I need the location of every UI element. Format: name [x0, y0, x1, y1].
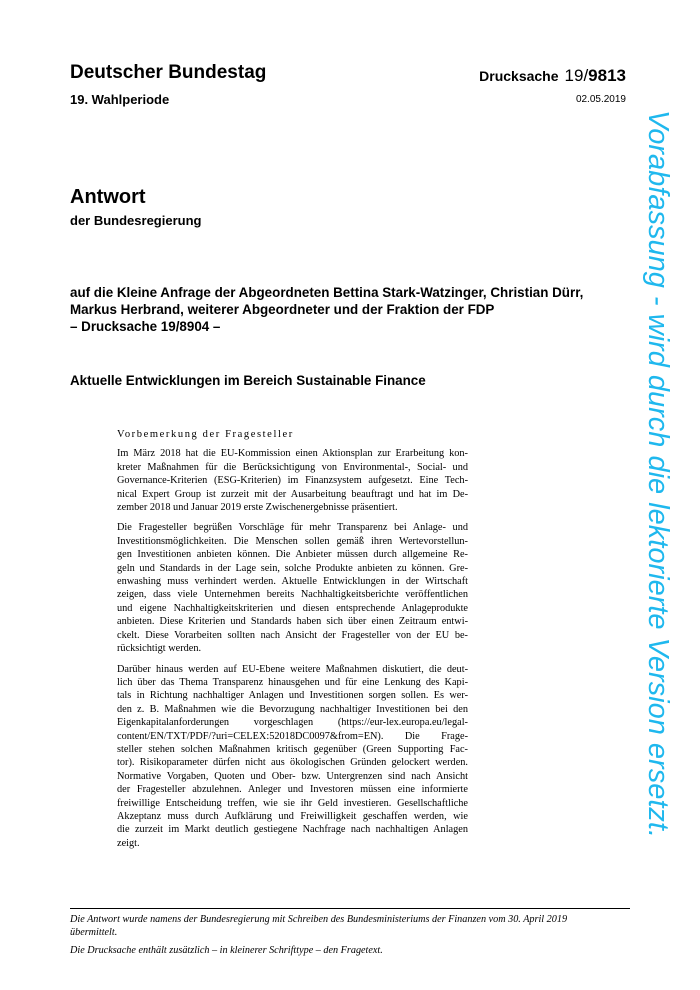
anfrage-line: Markus Herbrand, weiterer Abgeordneter und der Fraktion der FDP — [70, 302, 495, 317]
text-line: lich über das Thema Transparenz hinausgehen und für eine Lenkung des Kapi- — [117, 676, 468, 688]
draft-watermark: Vorabfassung - wird durch die lektorierte Version ersetzt. — [642, 110, 674, 839]
text-line: die zurzeit im Markt deutlich gestiegene Nachfrage nach nachhaltigen Anlagen — [117, 824, 468, 836]
text-line: steller stehen solchen Maßnahmen kritisch gegenüber (Green Supporting Fac- — [117, 743, 468, 755]
text-line: kreter Maßnahmen für die Berücksichtigung von Environmental-, Social- und — [117, 461, 468, 473]
preface-heading: Vorbemerkung der Fragesteller — [117, 429, 294, 440]
anfrage-line: auf die Kleine Anfrage der Abgeordneten Bettina Stark-Watzinger, Christian Dürr, — [70, 285, 584, 300]
text-line: den z. B. Maßnahmen wie die Bevorzugung nachhaltiger Investitionen bei den — [117, 703, 468, 715]
footer-notes — [70, 914, 630, 958]
text-line: nical Expert Group ist zurzeit mit der Ausarbeitung beauftragt und hat im De- — [117, 488, 468, 500]
text-line: gen Investitionen anbieten können. Die Anbieter müssen durch allgemeine Re- — [117, 549, 468, 561]
text-line: Governance-Kriterien (ESG-Kriterien) im Finanzsystem aufgesetzt. Eine Tech- — [117, 475, 468, 487]
text-line: Investitionsmöglichkeiten. Die Menschen sollen gemäß ihren Wertevorstellun- — [117, 535, 468, 547]
text-line: enwashing muss verhindert werden. Aktuelle Entwicklungen in der Wirtschaft — [117, 576, 468, 588]
text-line: ckelt. Diese Vorarbeiten sollten nach Ansicht der Fragesteller von der EU be- — [117, 629, 468, 641]
text-line: content/EN/TXT/PDF/?uri=CELEX:52018DC0097&from=EN). Die Frage- — [117, 730, 468, 742]
text-line: freiwillige Entscheidung treffen, wie sie ihr Geld investieren. Gesellschaftliche — [117, 797, 468, 809]
electoral-period: 19. Wahlperiode — [70, 92, 170, 107]
document-date: 02.05.2019 — [575, 94, 626, 105]
text-line: Eigenkapitalanforderungen vorgeschlagen (https://eur-lex.europa.eu/legal- — [117, 717, 468, 729]
text-line: anbieten. Diese Kriterien und Standards haben sich über einen Zeitraum entwi- — [117, 616, 468, 628]
preface-section — [117, 428, 468, 857]
document-subtitle: der Bundesregierung — [70, 213, 202, 228]
text-line: rücksichtigt werden. — [117, 643, 202, 655]
footer-note-line: Die Antwort wurde namens der Bundesregierung mit Schreiben des Bundesministeriums der Finanzen vom 30. April 2019 — [70, 914, 568, 925]
anfrage-reference — [70, 284, 630, 335]
footer-note-2: Die Drucksache enthält zusätzlich – in kleinerer Schrifttype – den Fragetext. — [70, 945, 383, 956]
text-line: Die Fragesteller begrüßen Vorschläge für mehr Transparenz bei Anlage- und — [117, 522, 468, 534]
text-line: tor). Risikoparameter dürfen nicht aus ökologischen Gründen gelockert werden. — [117, 757, 468, 769]
drucksache-id — [565, 66, 626, 85]
text-line: Im März 2018 hat die EU-Kommission einen Aktionsplan zur Erarbeitung kon- — [117, 448, 468, 460]
drucksache-prefix: 19/ — [564, 66, 589, 85]
text-line: und eigene Nachhaltigkeitskriterien und diesen entsprechende Anlageprodukte — [117, 602, 468, 614]
text-line: Normative Vorgaben, Quoten und Ober- bzw. Untergrenzen sind nach Ansicht — [117, 770, 468, 782]
text-line: zeigt. — [117, 837, 140, 849]
text-line: zember 2018 und Januar 2019 erste Zwischenergebnisse präsentiert. — [117, 502, 398, 514]
drucksache-label: Drucksache — [479, 68, 559, 84]
text-line: zeigen, dass viele Unternehmen bereits Nachhaltigkeitsberichte veröffentlichen — [117, 589, 468, 601]
drucksache-number — [479, 66, 626, 86]
preface-paragraph-1 — [117, 447, 468, 514]
topic-title: Aktuelle Entwicklungen im Bereich Sustainable Finance — [70, 373, 426, 388]
institution-name: Deutscher Bundestag — [70, 62, 267, 83]
text-line: Akzeptanz muss durch Aufklärung und Freiwilligkeit geschaffen werden, wie — [117, 810, 468, 822]
text-line: geln und Standards in der Lage sein, solche Produkte anbieten zu können. Gre- — [117, 562, 468, 574]
preface-paragraph-2 — [117, 521, 468, 655]
anfrage-line: – Drucksache 19/8904 – — [70, 319, 221, 334]
footer-divider — [70, 908, 630, 909]
document-title: Antwort — [70, 186, 146, 208]
text-line: tals in Richtung nachhaltiger Anlagen und Investitionen sorgen sollen. Es wer- — [117, 690, 468, 702]
text-line: der Fragesteller abzulehnen. Anleger und Investoren müssen eine informierte — [117, 784, 468, 796]
drucksache-main-number: 9813 — [588, 66, 626, 85]
footer-note-line: übermittelt. — [70, 926, 118, 938]
text-line: Darüber hinaus werden auf EU-Ebene weitere Maßnahmen diskutiert, die deut- — [117, 663, 468, 675]
preface-paragraph-3 — [117, 663, 468, 851]
